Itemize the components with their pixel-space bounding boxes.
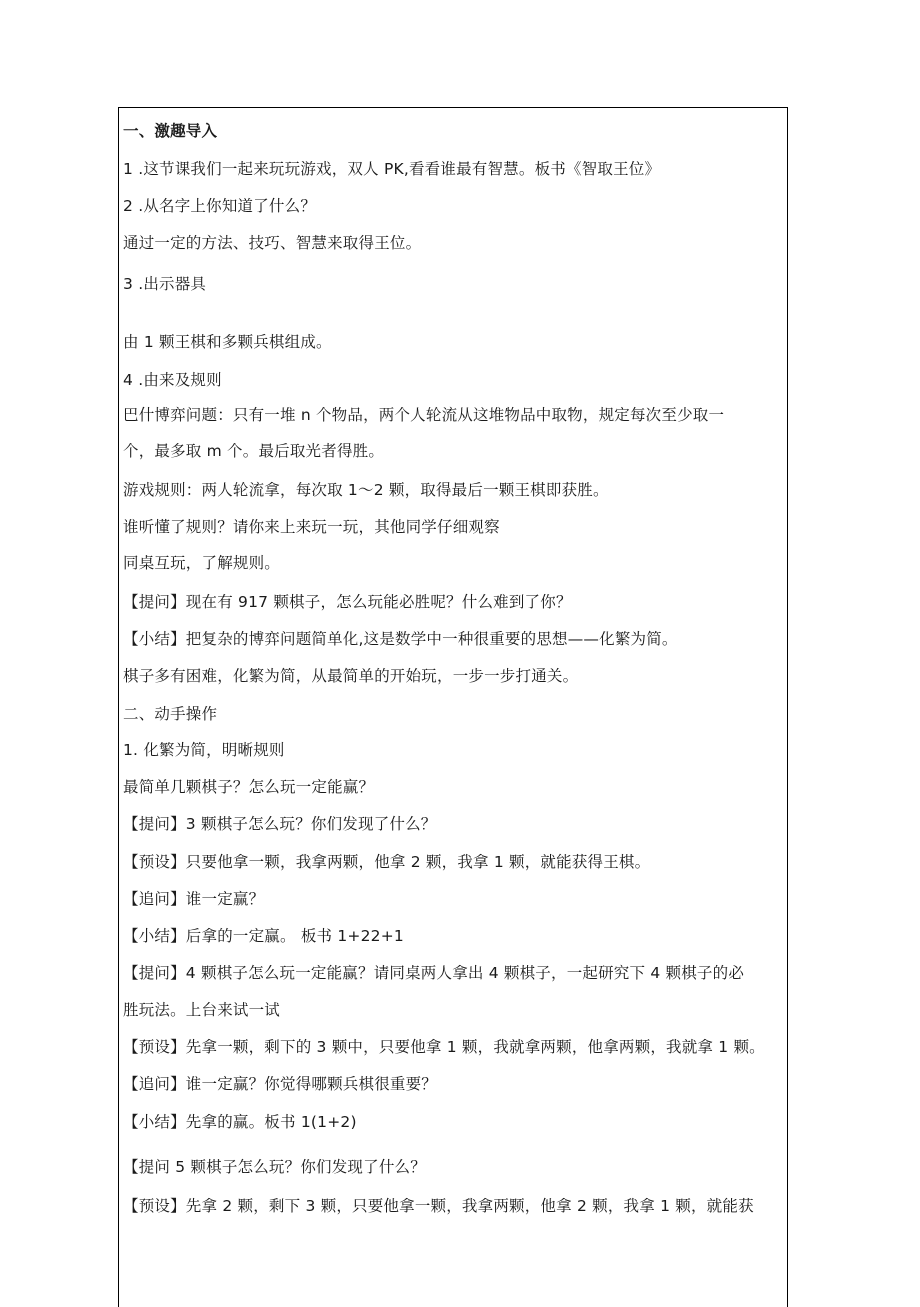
text-line: 2 .从名字上你知道了什么？: [123, 197, 317, 215]
text-line: 1. 化繁为简，明晰规则: [123, 741, 285, 759]
text-line: 【小结】后拿的一定赢。 板书 1+22+1: [123, 927, 404, 945]
text-line: 4 .由来及规则: [123, 371, 222, 389]
text-line: 通过一定的方法、技巧、智慧来取得王位。: [123, 234, 422, 252]
text-line: 巴什博弈问题：只有一堆 n 个物品，两个人轮流从这堆物品中取物，规定每次至少取一: [123, 406, 725, 424]
text-line: 谁听懂了规则？请你来上来玩一玩，其他同学仔细观察: [123, 518, 500, 536]
text-line: 二、动手操作: [123, 705, 218, 723]
text-line: 【提问】3 颗棋子怎么玩？你们发现了什么？: [123, 815, 437, 833]
text-line: 棋子多有困难，化繁为简，从最简单的开始玩，一步一步打通关。: [123, 667, 579, 685]
text-line: 【追问】谁一定赢？: [123, 890, 265, 908]
text-line: 【预设】只要他拿一颗，我拿两颗，他拿 2 颗，我拿 1 颗，就能获得王棋。: [123, 853, 651, 871]
text-line: 【提问 5 颗棋子怎么玩？你们发现了什么？: [123, 1158, 426, 1176]
text-line: 个，最多取 m 个。最后取光者得胜。: [123, 442, 385, 460]
text-line: 【提问】现在有 917 颗棋子，怎么玩能必胜呢？什么难到了你？: [123, 593, 572, 611]
text-line: 一、激趣导入: [123, 122, 218, 140]
text-line: 最简单几颗棋子？怎么玩一定能赢？: [123, 778, 375, 796]
text-line: 【追问】谁一定赢？你觉得哪颗兵棋很重要？: [123, 1075, 438, 1093]
text-line: 【小结】把复杂的博弈问题简单化,这是数学中一种很重要的思想——化繁为简。: [123, 630, 678, 648]
text-line: 3 .出示器具: [123, 275, 207, 293]
text-line: 游戏规则：两人轮流拿，每次取 1～2 颗，取得最后一颗王棋即获胜。: [123, 481, 609, 499]
text-line: 同桌互玩，了解规则。: [123, 554, 281, 572]
text-line: 【小结】先拿的赢。板书 1(1+2): [123, 1113, 357, 1131]
text-line: 【预设】先拿一颗，剩下的 3 颗中，只要他拿 1 颗，我就拿两颗，他拿两颗，我就拿 1 颗。: [123, 1038, 765, 1056]
text-line: 1 .这节课我们一起来玩玩游戏，双人 PK,看看谁最有智慧。板书《智取王位》: [123, 160, 661, 178]
text-line: 由 1 颗王棋和多颗兵棋组成。: [123, 333, 332, 351]
text-line: 【提问】4 颗棋子怎么玩一定能赢？请同桌两人拿出 4 颗棋子，一起研究下 4 颗棋子的必: [123, 964, 745, 982]
text-line: 胜玩法。上台来试一试: [123, 1001, 281, 1019]
text-line: 【预设】先拿 2 颗，剩下 3 颗，只要他拿一颗，我拿两颗，他拿 2 颗，我拿 1 颗，就能获: [123, 1197, 754, 1215]
